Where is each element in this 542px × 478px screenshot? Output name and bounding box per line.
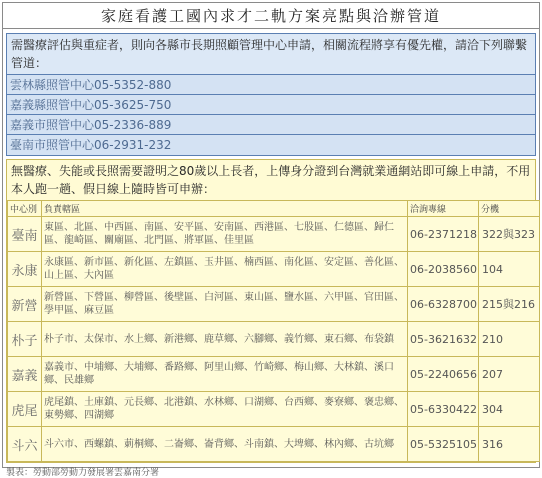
row-branch: 104: [479, 252, 540, 287]
row-center: 臺南: [8, 217, 42, 252]
source-credit: 製表：勞動部勞動力發展署雲嘉南分署: [6, 468, 160, 478]
row-center: 新營: [8, 287, 42, 322]
table-row: [8, 357, 540, 392]
row-areas: 東區、北區、中西區、南區、安平區、安南區、西港區、七股區、仁德區、歸仁區、龍崎區、關廟區、北門區、將軍區、佳里區: [42, 217, 408, 252]
medical-assessment-box: [6, 33, 536, 156]
header-center: 中心別: [8, 201, 42, 217]
row-areas: 朴子市、太保市、水上鄉、新港鄉、鹿草鄉、六腳鄉、義竹鄉、東石鄉、布袋鎮: [42, 322, 408, 357]
row-areas: 永康區、新市區、新化區、左鎮區、玉井區、楠西區、南化區、安定區、善化區、山上區、大內區: [42, 252, 408, 287]
row-branch: 322與323: [479, 217, 540, 252]
row-phone: 06-2038560: [408, 252, 479, 287]
row-center: 朴子: [8, 322, 42, 357]
medical-assessment-intro: 需醫療評估與重症者，則向各縣市長期照顧管理中心申請，相關流程將享有優先權，請洽下列聯繫管道：: [7, 34, 535, 75]
header-phone: 洽詢專線: [408, 201, 479, 217]
row-phone: 06-2371218: [408, 217, 479, 252]
online-application-box: [6, 159, 536, 463]
page-title: 家庭看護工國內求才二軌方案亮點與洽辦管道: [3, 3, 539, 29]
row-phone: 05-6330422: [408, 392, 479, 427]
table-header-row: [8, 201, 540, 217]
header-branch: 分機: [479, 201, 540, 217]
row-branch: 316: [479, 427, 540, 462]
contact-chiayi-county: 嘉義縣照管中心05-3625-750: [7, 95, 535, 115]
contact-chiayi-city: 嘉義市照管中心05-2336-889: [7, 115, 535, 135]
row-branch: 304: [479, 392, 540, 427]
row-center: 斗六: [8, 427, 42, 462]
table-row: [8, 427, 540, 462]
row-phone: 05-3621632: [408, 322, 479, 357]
infographic: [2, 2, 540, 478]
row-areas: 斗六市、西螺鎮、莿桐鄉、二崙鄉、崙背鄉、斗南鎮、大埤鄉、林內鄉、古坑鄉: [42, 427, 408, 462]
row-areas: 虎尾鎮、土庫鎮、元長鄉、北港鎮、水林鄉、口湖鄉、台西鄉、麥寮鄉、褒忠鄉、東勢鄉、四湖鄉: [42, 392, 408, 427]
row-areas: 嘉義市、中埔鄉、大埔鄉、番路鄉、阿里山鄉、竹崎鄉、梅山鄉、大林鎮、溪口鄉、民雄鄉: [42, 357, 408, 392]
table-row: [8, 287, 540, 322]
row-phone: 05-5325105: [408, 427, 479, 462]
row-phone: 06-6328700: [408, 287, 479, 322]
row-areas: 新營區、下營區、柳營區、後壁區、白河區、東山區、鹽水區、六甲區、官田區、學甲區、麻豆區: [42, 287, 408, 322]
row-center: 永康: [8, 252, 42, 287]
online-application-intro: 無醫療、失能或長照需要證明之80歲以上長者，上傳身分證到台灣就業通網站即可線上申請，不用本人跑一趟、假日線上隨時皆可申辦：: [11, 164, 531, 196]
service-center-table: [7, 200, 540, 462]
row-phone: 05-2240656: [408, 357, 479, 392]
table-row: [8, 217, 540, 252]
contact-yunlin-county: 雲林縣照管中心05-5352-880: [7, 75, 535, 95]
row-branch: 215與216: [479, 287, 540, 322]
row-branch: 210: [479, 322, 540, 357]
row-center: 虎尾: [8, 392, 42, 427]
contact-tainan-city: 臺南市照管中心06-2931-232: [7, 135, 535, 155]
header-areas: 負責轄區: [42, 201, 408, 217]
table-row: [8, 252, 540, 287]
row-center: 嘉義: [8, 357, 42, 392]
table-row: [8, 392, 540, 427]
table-row: [8, 322, 540, 357]
row-branch: 207: [479, 357, 540, 392]
